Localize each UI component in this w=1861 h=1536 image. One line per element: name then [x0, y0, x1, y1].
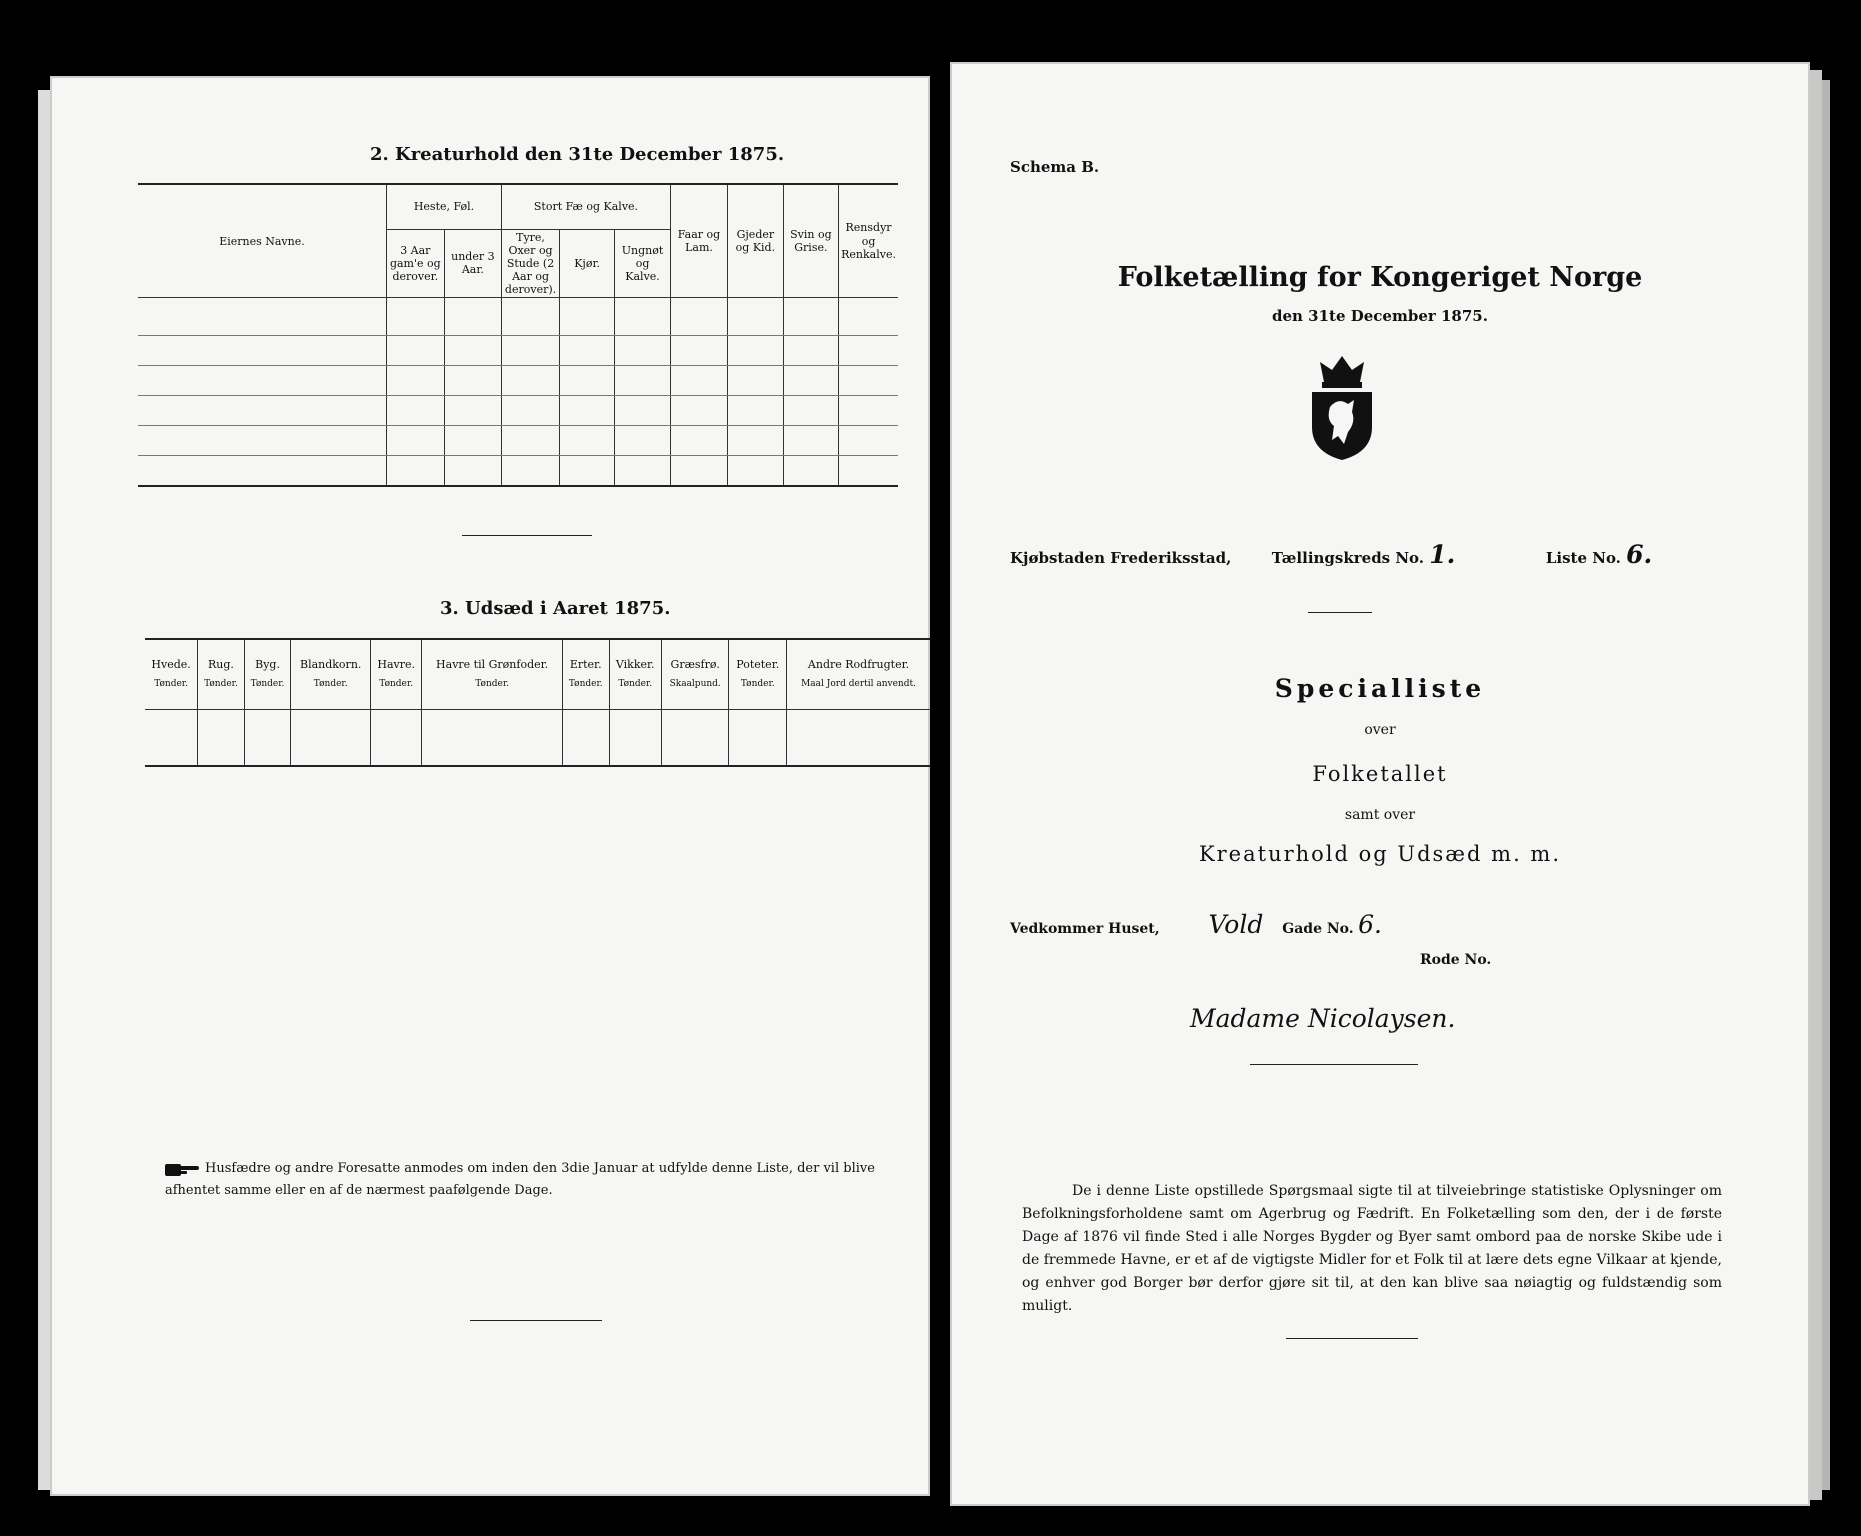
reindeer-header: Rensdyr og Renkalve. — [839, 184, 898, 298]
sowing-col-name: Græsfrø. — [670, 658, 720, 672]
cattle-cows-header: Kjør. — [560, 229, 615, 298]
right-page — [950, 62, 1810, 1506]
livestock-table — [138, 183, 898, 487]
sowing-cell — [609, 709, 661, 766]
town-label: Kjøbstaden Frederiksstad, — [1010, 549, 1232, 567]
house-label: Vedkommer Huset, — [1010, 921, 1160, 937]
sowing-col-unit: Tønder. — [568, 679, 603, 690]
goats-header: Gjeder og Kid. — [728, 184, 784, 298]
cattle-young-header: Ungnøt og Kalve. — [615, 229, 671, 298]
cattle-bulls-header: Tyre, Oxer og Stude (2 Aar og derover). — [502, 229, 560, 298]
table-row — [138, 396, 898, 426]
sowing-cell — [661, 709, 729, 766]
sowing-col-name: Vikker. — [615, 658, 655, 672]
sowing-col-unit: Maal Jord dertil anvendt. — [801, 679, 916, 690]
main-title: Folketælling for Kongeriget Norge — [1117, 262, 1643, 293]
table-row — [138, 426, 898, 456]
folketallet-label: Folketallet — [1312, 762, 1448, 786]
sowing-table — [145, 638, 930, 767]
sowing-col-header — [562, 639, 609, 709]
table-row — [145, 709, 930, 766]
sowing-col-header — [422, 639, 563, 709]
sowing-col-unit: Tønder. — [250, 679, 285, 690]
sowing-cell — [787, 709, 930, 766]
over-label: over — [1364, 722, 1396, 738]
sowing-col-unit: Tønder. — [379, 679, 414, 690]
sowing-col-unit: Tønder. — [204, 679, 238, 690]
sowing-col-header — [198, 639, 245, 709]
owner-handwritten: Madame Nicolaysen. — [1190, 1004, 1456, 1033]
rode-label: Rode No. — [1420, 952, 1492, 968]
sowing-col-unit: Tønder. — [618, 679, 653, 690]
sowing-col-header — [371, 639, 422, 709]
sowing-col-name: Havre. — [377, 658, 415, 672]
horses-young-header: under 3 Aar. — [444, 229, 501, 298]
cattle-header: Stort Fæ og Kalve. — [502, 184, 671, 229]
body-text: De i denne Liste opstillede Spørgsmaal sigte til at tilveiebringe statistiske Oplysninger om Befolkningsforholdene samt om Agerbrug og Fædrift. En Folketælling som den, der i de første Dage af 1876 vil finde Sted i alle Norges Bygder og Byer samt ombord paa de norske Skibe ude i de fremmede Havne, er et af de vigtigste Midler for et Folk til at lære dets egne Vilkaar at kjende, og enhver god Borger bør derfor gjøre sit til, at den kan blive saa nøiagtig og fuldstændig som muligt. — [1022, 1183, 1722, 1314]
sowing-col-header — [787, 639, 930, 709]
section2-title: 2. Kreaturhold den 31te December 1875. — [370, 144, 785, 165]
sowing-col-name: Erter. — [569, 658, 602, 672]
sowing-col-unit: Tønder. — [154, 679, 188, 690]
sheep-header: Faar og Lam. — [670, 184, 727, 298]
sowing-col-header — [244, 639, 291, 709]
gade-value: 6. — [1358, 910, 1382, 939]
table-row — [138, 366, 898, 396]
horses-old-header: 3 Aar gam'e og derover. — [386, 229, 444, 298]
sowing-col-name: Hvede. — [151, 658, 191, 672]
sowing-cell — [562, 709, 609, 766]
right-page-edge-2 — [1822, 80, 1830, 1490]
sowing-col-name: Byg. — [255, 658, 280, 672]
bottom-rule-right — [1286, 1338, 1418, 1339]
sowing-cell — [244, 709, 291, 766]
list-label: Liste No. — [1545, 549, 1621, 567]
notice-text: Husfædre og andre Foresatte anmodes om inden den 3die Januar at udfylde denne Liste, der vil blive afhentet samme eller en af de nærmest paafølgende Dage. — [165, 1161, 875, 1198]
sowing-col-unit: Tønder. — [313, 679, 348, 690]
sowing-col-header — [661, 639, 729, 709]
street-handwritten: Vold — [1208, 910, 1264, 939]
pointing-hand-icon — [165, 1160, 199, 1178]
table-row — [138, 298, 898, 336]
sowing-col-name: Rug. — [208, 658, 234, 672]
sowing-cell — [371, 709, 422, 766]
schema-label: Schema B. — [1010, 158, 1100, 176]
title-rule — [1308, 612, 1372, 613]
sowing-cell — [422, 709, 563, 766]
notice — [165, 1158, 905, 1202]
district-label: Tællingskreds No. — [1271, 549, 1425, 567]
sowing-col-header — [729, 639, 787, 709]
bottom-rule — [470, 1320, 602, 1321]
list-value: 6. — [1626, 540, 1653, 569]
sowing-col-name: Havre til Grønfoder. — [436, 658, 549, 672]
table-row — [138, 336, 898, 366]
sowing-col-name: Poteter. — [736, 658, 780, 672]
left-page — [50, 76, 930, 1496]
gade-label: Gade No. — [1282, 921, 1354, 937]
house-line — [1010, 910, 1382, 939]
separator-rule — [462, 535, 592, 536]
special-title: Specialliste — [1274, 674, 1486, 703]
location-line — [1010, 540, 1652, 569]
sowing-col-header — [145, 639, 198, 709]
owner-rule — [1250, 1064, 1418, 1065]
sowing-col-unit: Tønder. — [475, 679, 509, 690]
owner-header: Eiernes Navne. — [138, 184, 386, 298]
sowing-cell — [729, 709, 787, 766]
samt-over-label: samt over — [1344, 807, 1416, 823]
section3-title: 3. Udsæd i Aaret 1875. — [440, 598, 671, 619]
sowing-col-header — [291, 639, 371, 709]
sowing-cell — [291, 709, 371, 766]
sowing-col-header — [609, 639, 661, 709]
sowing-cell — [198, 709, 245, 766]
horses-header: Heste, Føl. — [386, 184, 501, 229]
pigs-header: Svin og Grise. — [783, 184, 838, 298]
sowing-col-unit: Skaalpund. — [669, 679, 721, 690]
coat-of-arms-icon — [1302, 352, 1382, 462]
date-line: den 31te December 1875. — [1272, 307, 1488, 325]
sowing-col-name: Blandkorn. — [299, 658, 362, 672]
sowing-col-name: Andre Rodfrugter. — [807, 658, 910, 672]
sowing-col-unit: Tønder. — [740, 679, 775, 690]
right-page-edge — [1808, 70, 1822, 1500]
sowing-cell — [145, 709, 198, 766]
kreaturhold-label: Kreaturhold og Udsæd m. m. — [1198, 842, 1562, 866]
table-row — [138, 456, 898, 486]
district-value: 1. — [1429, 540, 1456, 569]
